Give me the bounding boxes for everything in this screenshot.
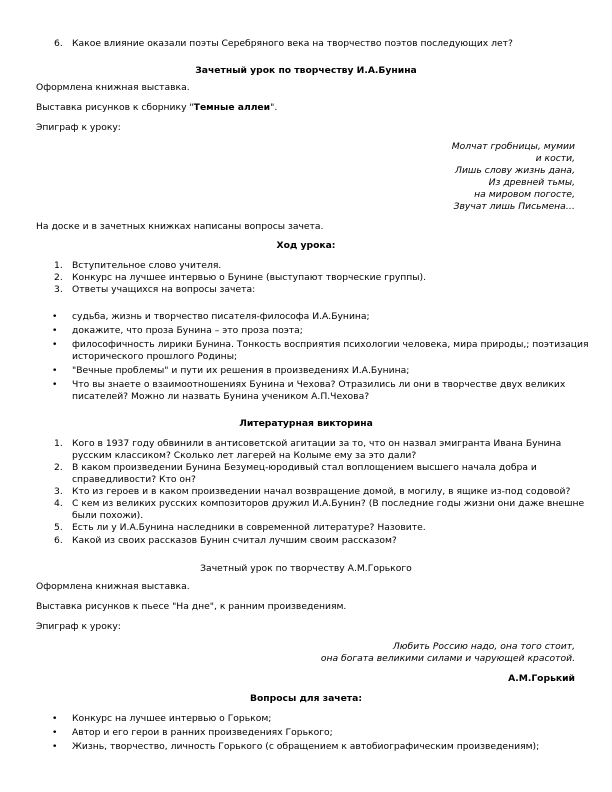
bullet-icon: • <box>52 365 58 376</box>
bullet-text: судьба, жизнь и творчество писателя-философа И.А.Бунина; <box>72 311 370 322</box>
list-number: 3. <box>54 284 63 295</box>
list-number: 2. <box>54 462 63 473</box>
bullet-icon: • <box>52 339 58 350</box>
epigraph-line: Звучат лишь Письмена… <box>453 201 575 212</box>
bullet-icon: • <box>52 741 58 752</box>
list-number: 2. <box>54 272 63 283</box>
quiz-question: Кого в 1937 году обвинили в антисоветской агитации за то, что он назвал эмигранта Ивана Бунина <box>72 438 562 449</box>
epigraph-line: Молчат гробницы, мумии <box>451 141 575 152</box>
bullet-text: Что вы знаете о взаимоотношениях Бунина и Чехова? Отразились ли они в творчестве двух великих <box>72 379 566 390</box>
list-number: 1. <box>54 260 63 271</box>
bullet-icon: • <box>52 325 58 336</box>
course-heading: Ход урока: <box>276 240 336 251</box>
quiz-question: справедливости? Кто он? <box>72 474 196 485</box>
bullet-icon: • <box>52 379 58 390</box>
bullet-text: Жизнь, творчество, личность Горького (с обращением к автобиографическим произведениям); <box>72 741 540 752</box>
bullet-text: писателей? Можно ли назвать Бунина учеником А.П.Чехова? <box>72 391 370 402</box>
quiz-question: В каком произведении Бунина Безумец-юродивый стал воплощением высшего начала добра и <box>72 462 537 473</box>
bullet-icon: • <box>52 727 58 738</box>
paragraph-exhibition: Выставка рисунков к сборнику "Темные аллеи". <box>36 102 278 113</box>
bullet-text: докажите, что проза Бунина – это проза поэта; <box>72 325 303 336</box>
list-number: 5. <box>54 522 63 533</box>
bullet-icon: • <box>52 311 58 322</box>
list-item-text: Какое влияние оказали поэты Серебряного века на творчество поэтов последующих лет? <box>72 38 513 49</box>
questions-heading: Вопросы для зачета: <box>249 693 363 704</box>
paragraph: Оформлена книжная выставка. <box>36 82 190 93</box>
quiz-question: Есть ли у И.А.Бунина наследники в современной литературе? Назовите. <box>72 522 426 533</box>
epigraph-line: Из древней тьмы, <box>488 177 575 188</box>
epigraph-author: А.М.Горький <box>508 673 575 684</box>
list-item-text: Конкурс на лучшее интервью о Бунине (выступают творческие группы). <box>72 272 427 283</box>
epigraph-line: на мировом погосте, <box>474 189 575 200</box>
paragraph: Выставка рисунков к пьесе "На дне", к ранним произведениям. <box>36 601 347 612</box>
section-heading-gorky: Зачетный урок по творчеству А.М.Горького <box>200 563 412 574</box>
quiz-question: Кто из героев и в каком произведении начал возвращение домой, в могилу, в ящике из-под содовой? <box>72 486 571 497</box>
list-item-text: Вступительное слово учителя. <box>72 260 222 271</box>
list-number: 6. <box>54 535 63 546</box>
epigraph-line: и кости, <box>535 153 575 164</box>
epigraph-line: она богата великими силами и чарующей красотой. <box>320 653 575 664</box>
epigraph-line: Любить Россию надо, она того стоит, <box>392 641 575 652</box>
bullet-text: Автор и его герои в ранних произведениях Горького; <box>72 727 333 738</box>
quiz-question: Какой из своих рассказов Бунин считал лучшим своим рассказом? <box>72 535 397 546</box>
bullet-text: философичность лирики Бунина. Тонкость восприятия психологии человека, мира природы,; поэтизация <box>72 339 589 350</box>
paragraph: На доске и в зачетных книжках написаны вопросы зачета. <box>36 221 324 232</box>
epigraph-label: Эпиграф к уроку: <box>36 621 121 632</box>
bullet-icon: • <box>52 713 58 724</box>
bullet-text: Конкурс на лучшее интервью о Горьком; <box>72 713 272 724</box>
quiz-heading: Литературная викторина <box>239 418 373 429</box>
section-heading-bunin: Зачетный урок по творчеству И.А.Бунина <box>195 65 417 76</box>
list-number: 1. <box>54 438 63 449</box>
book-title: Темные аллеи <box>193 102 271 113</box>
list-number: 4. <box>54 498 63 509</box>
paragraph: Оформлена книжная выставка. <box>36 581 190 592</box>
list-number: 3. <box>54 486 63 497</box>
bullet-text: исторического прошлого Родины; <box>72 351 238 362</box>
epigraph-label: Эпиграф к уроку: <box>36 122 121 133</box>
epigraph-line: Лишь слову жизнь дана, <box>455 165 575 176</box>
list-item-text: Ответы учащихся на вопросы зачета: <box>72 284 256 295</box>
quiz-question: С кем из великих русских композиторов дружил И.А.Бунин? (В последние годы жизни они даже внешне <box>72 498 585 509</box>
list-number: 6. <box>54 38 63 49</box>
quiz-question: были похожи). <box>72 510 144 521</box>
bullet-text: "Вечные проблемы" и пути их решения в произведениях И.А.Бунина; <box>72 365 410 376</box>
quiz-question: русским классиком? Сколько лет лагерей на Колыме ему за это дали? <box>72 450 417 461</box>
